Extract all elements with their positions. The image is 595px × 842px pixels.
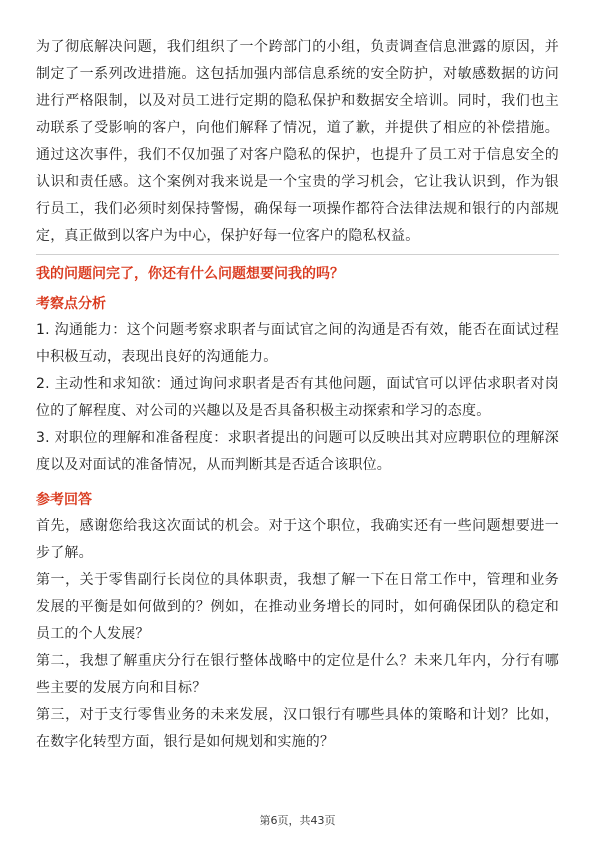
answer-paragraph-1: 首先，感谢您给我这次面试的机会。对于这个职位，我确实还有一些问题想要进一步了解。: [36, 518, 559, 561]
page-number: 第6页，共43页: [259, 814, 336, 827]
section-divider: [36, 254, 559, 255]
answer-paragraph-4: 第三，对于支行零售业务的未来发展，汉口银行有哪些具体的策略和计划？比如，在数字化转型方面，银行是如何规划和实施的？: [36, 707, 559, 750]
analysis-item-2: 2. 主动性和求知欲：通过询问求职者是否有其他问题，面试官可以评估求职者对岗位的了解程度、对公司的兴趣以及是否具备积极主动探索和学习的态度。: [36, 376, 559, 419]
analysis-heading: 考察点分析: [36, 296, 106, 312]
answer-heading: 参考回答: [36, 492, 92, 508]
answer-paragraph-2: 第一，关于零售副行长岗位的具体职责，我想了解一下在日常工作中，管理和业务发展的平衡是如何做到的？例如，在推动业务增长的同时，如何确保团队的稳定和员工的个人发展？: [36, 572, 559, 642]
answer-paragraph-3: 第二，我想了解重庆分行在银行整体战略中的定位是什么？未来几年内，分行有哪些主要的发展方向和目标？: [36, 653, 559, 696]
document-page: [36, 34, 559, 756]
interview-question: 我的问题问完了，你还有什么问题想要问我的吗？: [36, 266, 344, 282]
analysis-item-1: 1. 沟通能力：这个问题考察求职者与面试官之间的沟通是否有效，能否在面试过程中积极互动，表现出良好的沟通能力。: [36, 322, 559, 365]
intro-paragraph: 为了彻底解决问题，我们组织了一个跨部门的小组，负责调查信息泄露的原因，并制定了一系列改进措施。这包括加强内部信息系统的安全防护，对敏感数据的访问进行严格限制，以及对员工进行定期的隐私保护和数据安全培训。同时，我们也主动联系了受影响的客户，向他们解释了情况，道了歉，并提供了相应的补偿措施。通过这次事件，我们不仅加强了对客户隐私的保护，也提升了员工对于信息安全的认识和责任感。这个案例对我来说是一个宝贵的学习机会，它让我认识到，作为银行员工，我们必须时刻保持警惕，确保每一项操作都符合法律法规和银行的内部规定，真正做到以客户为中心，保护好每一位客户的隐私权益。: [36, 39, 559, 244]
analysis-item-3: 3. 对职位的理解和准备程度：求职者提出的问题可以反映出其对应聘职位的理解深度以及对面试的准备情况，从而判断其是否适合该职位。: [36, 430, 559, 473]
